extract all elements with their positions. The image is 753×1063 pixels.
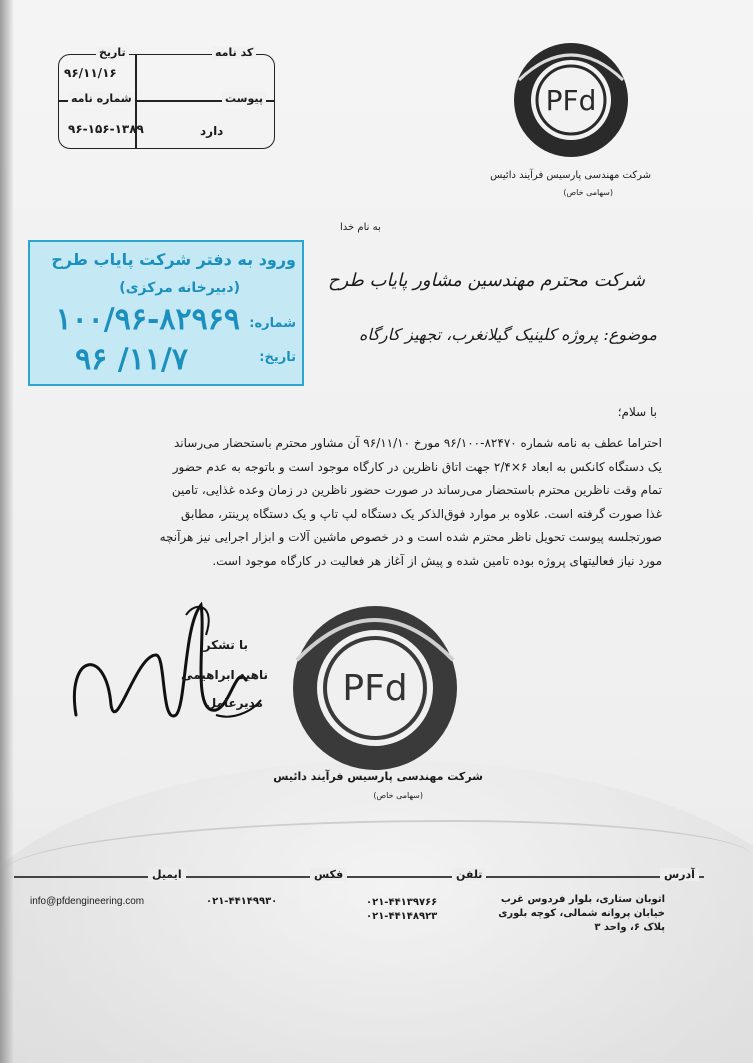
body-line: احتراما عطف به نامه شماره ۸۲۴۷۰-۹۶/۱۰۰ مورخ ۹۶/۱۱/۱۰ آن مشاور محترم باستحضار می‌رساند [174,436,662,450]
ref-code-label: کد نامه [212,46,256,59]
company-logo-text: PFd [545,84,597,117]
stamp-subtitle: (دبیرخانه مرکزی) [119,280,240,296]
letter-closing: با تشکر [203,638,248,652]
footer-address-line: خیابان پروانه شمالی، کوچه بلوری [498,908,665,919]
signer-title: مدیرعامل [205,696,263,710]
company-name: شرکت مهندسی پارسیس فرآیند دائیس [490,170,651,181]
footer-phone-2: ۰۲۱-۴۴۱۴۸۹۲۳ [366,911,438,922]
stamp-number-value: ۱۰۰/۹۶-۸۲۹۶۹ [55,302,240,337]
body-line: تمام وقت ناظرین محترم باستحضار می‌رساند در صورت حضور ناظرین در زمان وعده غذایی، تامین [171,483,662,497]
letter-body [110,432,662,573]
letter-addressee: شرکت محترم مهندسین مشاور پایاب طرح [327,270,645,291]
footer-phone-1: ۰۲۱-۴۴۱۳۹۷۶۶ [366,897,438,908]
footer-address-line: اتوبان ستاری، بلوار فردوس غرب [500,894,665,905]
signer-name: ناهید ابراهیمی [181,668,268,682]
stamp-date-label: تاریخ: [259,350,296,365]
scan-edge-shadow [0,0,14,1063]
ref-attachment-value: دارد [200,124,224,138]
footer-email: info@pfdengineering.com [30,896,145,907]
body-line: غذا صورت گرفته است. علاوه بر موارد فوق‌الذکر یک دستگاه لپ تاپ و یک دستگاه پرینتر، مطابق [180,506,662,521]
seal-company-type: (سهامی خاص) [373,791,423,800]
secretariat-entry-stamp [28,240,304,386]
ref-number-label: شماره نامه [68,92,135,105]
footer-fax-label: فکس [310,868,347,881]
stamp-date-value: ۹۶ /۱۱/۷ [75,342,188,377]
footer-phone-label: تلفن [452,868,486,881]
letter-greeting: با سلام؛ [617,405,657,419]
letter-subject: موضوع: پروژه کلینیک گیلانغرب، تجهیز کارگاه [358,325,657,344]
body-line: یک دستگاه کانکس به ابعاد ۶×۲/۴ جهت اتاق ناظرین در کارگاه موجود است و باتوجه به عدم حضور [172,459,662,474]
seal-company-name: شرکت مهندسی پارسیس فرآیند دائیس [273,770,483,783]
ref-attachment-label: پیوست [222,92,266,105]
stamp-number-label: شماره: [249,316,296,331]
ref-date-value: ۹۶/۱۱/۱۶ [64,66,117,80]
footer-address [498,893,665,935]
footer-address-line: پلاک ۶، واحد ۳ [594,922,665,933]
company-seal [285,600,465,775]
basmala-heading: به نام خدا [340,222,381,233]
body-line: مورد نیاز فعالیتهای پروژه بوده تامین شده و پیش از آغاز هر فعالیت در کارگاه موجود است. [212,553,662,568]
stamp-title: ورود به دفتر شرکت پایاب طرح [51,250,296,269]
company-logo [511,40,631,160]
footer-address-label: آدرس [660,868,699,881]
seal-logo-text: PFd [342,668,408,709]
footer-rule [14,876,704,878]
body-line: صورتجلسه پیوست تحویل ناظر محترم شده است و در خصوص ماشین آلات و ابزار اجرایی نیز هرآنچه [159,530,662,544]
ref-date-label: تاریخ [96,46,129,59]
footer-fax-number: ۰۲۱-۴۴۱۴۹۹۳۰ [206,896,278,907]
ref-number-value: ۹۶-۱۵۶-۱۳۸۹ [68,122,144,136]
company-type: (سهامی خاص) [563,188,613,197]
footer-email-label: ایمیل [148,868,186,881]
